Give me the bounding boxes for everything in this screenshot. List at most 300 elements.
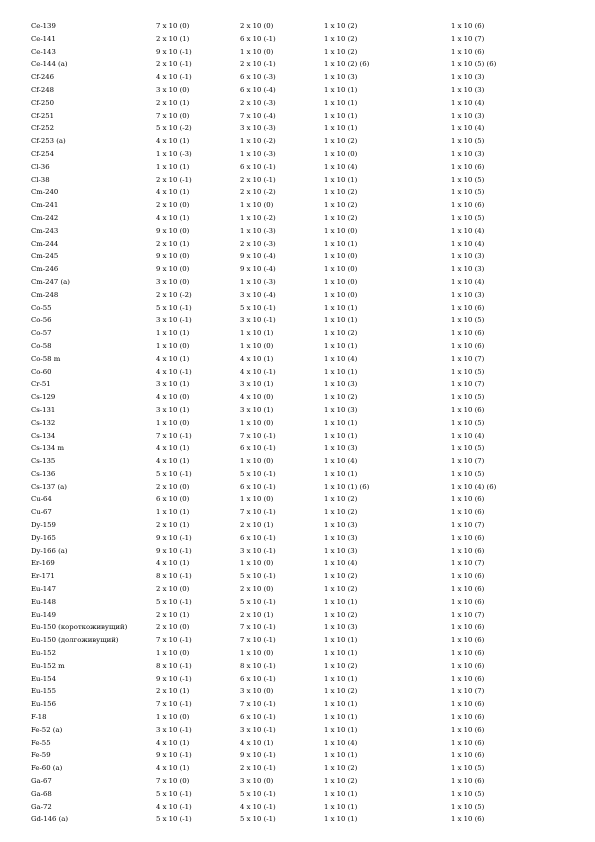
activity-limit-cell: 1 x 10 (6)	[451, 495, 485, 504]
activity-limit-cell: 1 x 10 (7)	[451, 559, 485, 568]
table-row	[31, 238, 511, 251]
a1-value-cell: 8 x 10 (-1)	[156, 661, 192, 670]
nuclide-cell: Ce-143	[31, 47, 56, 56]
table-row	[31, 302, 511, 315]
activity-concentration-cell: 1 x 10 (1)	[324, 124, 358, 133]
a1-value-cell: 4 x 10 (1)	[156, 559, 190, 568]
nuclide-cell: Cm-245	[31, 252, 59, 261]
a1-value-cell: 2 x 10 (1)	[156, 98, 190, 107]
activity-concentration-cell: 1 x 10 (1)	[324, 700, 358, 709]
table-row	[31, 46, 511, 59]
nuclide-cell: Cs-129	[31, 393, 56, 402]
a1-value-cell: 3 x 10 (1)	[156, 380, 190, 389]
a1-value-cell: 2 x 10 (1)	[156, 610, 190, 619]
activity-limit-cell: 1 x 10 (5)	[451, 418, 485, 427]
a1-value-cell: 4 x 10 (1)	[156, 457, 190, 466]
activity-concentration-cell: 1 x 10 (1)	[324, 469, 358, 478]
a1-value-cell: 2 x 10 (0)	[156, 201, 190, 210]
activity-concentration-cell: 1 x 10 (3)	[324, 546, 358, 555]
activity-limit-cell: 1 x 10 (5)	[451, 444, 485, 453]
a2-value-cell: 6 x 10 (-1)	[240, 482, 276, 491]
table-row	[31, 749, 511, 762]
nuclide-cell: Cs-131	[31, 405, 56, 414]
table-row	[31, 801, 511, 814]
table-row	[31, 314, 511, 327]
a2-value-cell: 3 x 10 (-3)	[240, 124, 276, 133]
activity-limit-cell: 1 x 10 (3)	[451, 265, 485, 274]
activity-limit-cell: 1 x 10 (6)	[451, 815, 485, 824]
nuclide-cell: Cs-135	[31, 457, 56, 466]
a1-value-cell: 3 x 10 (-1)	[156, 725, 192, 734]
table-row	[31, 442, 511, 455]
table-row	[31, 647, 511, 660]
activity-limit-cell: 1 x 10 (5) (6)	[451, 60, 497, 69]
table-row	[31, 775, 511, 788]
a2-value-cell: 3 x 10 (-1)	[240, 546, 276, 555]
a1-value-cell: 5 x 10 (-1)	[156, 789, 192, 798]
a1-value-cell: 4 x 10 (-1)	[156, 367, 192, 376]
nuclide-cell: Eu-152	[31, 649, 56, 658]
nuclide-cell: Ga-67	[31, 777, 52, 786]
nuclide-cell: Cs-134 m	[31, 444, 65, 453]
activity-limit-cell: 1 x 10 (5)	[451, 137, 485, 146]
a2-value-cell: 9 x 10 (-4)	[240, 252, 276, 261]
activity-limit-cell: 1 x 10 (5)	[451, 393, 485, 402]
a1-value-cell: 4 x 10 (0)	[156, 393, 190, 402]
nuclide-cell: Cr-51	[31, 380, 51, 389]
table-row	[31, 71, 511, 84]
table-row	[31, 135, 511, 148]
a2-value-cell: 4 x 10 (1)	[240, 354, 274, 363]
a2-value-cell: 4 x 10 (1)	[240, 738, 274, 747]
activity-limit-cell: 1 x 10 (4) (6)	[451, 482, 497, 491]
table-row	[31, 58, 511, 71]
table-row	[31, 596, 511, 609]
table-row	[31, 353, 511, 366]
activity-concentration-cell: 1 x 10 (1)	[324, 649, 358, 658]
activity-limit-cell: 1 x 10 (6)	[451, 623, 485, 632]
a1-value-cell: 2 x 10 (1)	[156, 34, 190, 43]
activity-concentration-cell: 1 x 10 (2)	[324, 777, 358, 786]
activity-limit-cell: 1 x 10 (6)	[451, 329, 485, 338]
a1-value-cell: 3 x 10 (-1)	[156, 316, 192, 325]
activity-limit-cell: 1 x 10 (5)	[451, 316, 485, 325]
activity-limit-cell: 1 x 10 (7)	[451, 521, 485, 530]
table-row	[31, 186, 511, 199]
activity-limit-cell: 1 x 10 (3)	[451, 85, 485, 94]
table-row	[31, 161, 511, 174]
activity-concentration-cell: 1 x 10 (3)	[324, 444, 358, 453]
a1-value-cell: 9 x 10 (-1)	[156, 47, 192, 56]
activity-concentration-cell: 1 x 10 (2)	[324, 764, 358, 773]
table-row	[31, 110, 511, 123]
activity-limit-cell: 1 x 10 (6)	[451, 341, 485, 350]
a1-value-cell: 8 x 10 (-1)	[156, 572, 192, 581]
nuclide-cell: Dy-165	[31, 533, 56, 542]
nuclide-cell: Cm-242	[31, 213, 59, 222]
activity-limit-cell: 1 x 10 (7)	[451, 610, 485, 619]
a1-value-cell: 9 x 10 (-1)	[156, 751, 192, 760]
a2-value-cell: 6 x 10 (-1)	[240, 162, 276, 171]
nuclide-cell: Cs-136	[31, 469, 56, 478]
activity-concentration-cell: 1 x 10 (2)	[324, 22, 358, 30]
activity-concentration-cell: 1 x 10 (1)	[324, 674, 358, 683]
table-row	[31, 711, 511, 724]
activity-limit-cell: 1 x 10 (5)	[451, 802, 485, 811]
a1-value-cell: 2 x 10 (1)	[156, 521, 190, 530]
activity-limit-cell: 1 x 10 (4)	[451, 277, 485, 286]
a2-value-cell: 6 x 10 (-1)	[240, 34, 276, 43]
nuclide-cell: Dy-166 (a)	[31, 546, 68, 555]
table-row	[31, 122, 511, 135]
a1-value-cell: 9 x 10 (-1)	[156, 674, 192, 683]
nuclide-cell: Eu-148	[31, 597, 56, 606]
activity-limit-cell: 1 x 10 (5)	[451, 188, 485, 197]
activity-limit-cell: 1 x 10 (6)	[451, 533, 485, 542]
table-row	[31, 583, 511, 596]
activity-limit-cell: 1 x 10 (6)	[451, 508, 485, 517]
activity-limit-cell: 1 x 10 (7)	[451, 687, 485, 696]
activity-concentration-cell: 1 x 10 (1)	[324, 815, 358, 824]
table-row	[31, 788, 511, 801]
a1-value-cell: 7 x 10 (0)	[156, 22, 190, 30]
a2-value-cell: 3 x 10 (-4)	[240, 290, 276, 299]
activity-concentration-cell: 1 x 10 (1)	[324, 636, 358, 645]
nuclide-cell: Ce-141	[31, 34, 56, 43]
activity-concentration-cell: 1 x 10 (2)	[324, 687, 358, 696]
table-row	[31, 685, 511, 698]
table-row	[31, 212, 511, 225]
table-body	[31, 20, 511, 826]
a2-value-cell: 5 x 10 (-1)	[240, 469, 276, 478]
table-row	[31, 289, 511, 302]
table-row	[31, 276, 511, 289]
table-row	[31, 263, 511, 276]
table-row	[31, 366, 511, 379]
table-row	[31, 97, 511, 110]
activity-concentration-cell: 1 x 10 (2)	[324, 329, 358, 338]
nuclide-cell: Cu-67	[31, 508, 52, 517]
nuclide-cell: Eu-152 m	[31, 661, 65, 670]
table-row	[31, 84, 511, 97]
nuclide-cell: Cu-64	[31, 495, 52, 504]
a1-value-cell: 2 x 10 (0)	[156, 482, 190, 491]
a2-value-cell: 1 x 10 (-2)	[240, 213, 276, 222]
a2-value-cell: 7 x 10 (-1)	[240, 636, 276, 645]
a2-value-cell: 6 x 10 (-1)	[240, 674, 276, 683]
a2-value-cell: 6 x 10 (-3)	[240, 73, 276, 82]
a2-value-cell: 1 x 10 (0)	[240, 457, 274, 466]
a2-value-cell: 8 x 10 (-1)	[240, 661, 276, 670]
a2-value-cell: 3 x 10 (0)	[240, 777, 274, 786]
activity-concentration-cell: 1 x 10 (3)	[324, 405, 358, 414]
a1-value-cell: 1 x 10 (0)	[156, 713, 190, 722]
activity-concentration-cell: 1 x 10 (4)	[324, 162, 358, 171]
activity-concentration-cell: 1 x 10 (2)	[324, 137, 358, 146]
a2-value-cell: 6 x 10 (-1)	[240, 713, 276, 722]
activity-concentration-cell: 1 x 10 (1)	[324, 341, 358, 350]
activity-limit-cell: 1 x 10 (6)	[451, 751, 485, 760]
table-row	[31, 340, 511, 353]
table-row	[31, 698, 511, 711]
table-row	[31, 404, 511, 417]
activity-concentration-cell: 1 x 10 (1)	[324, 418, 358, 427]
a1-value-cell: 4 x 10 (-1)	[156, 802, 192, 811]
nuclide-cell: Cf-252	[31, 124, 55, 133]
nuclide-cell: Er-169	[31, 559, 55, 568]
activity-concentration-cell: 1 x 10 (1)	[324, 85, 358, 94]
activity-concentration-cell: 1 x 10 (1)	[324, 367, 358, 376]
activity-concentration-cell: 1 x 10 (2)	[324, 661, 358, 670]
nuclide-cell: Gd-146 (a)	[31, 815, 69, 824]
nuclide-cell: Fe-60 (a)	[31, 764, 63, 773]
activity-concentration-cell: 1 x 10 (1)	[324, 175, 358, 184]
activity-limit-cell: 1 x 10 (3)	[451, 111, 485, 120]
a2-value-cell: 6 x 10 (-1)	[240, 444, 276, 453]
table-row	[31, 378, 511, 391]
activity-concentration-cell: 1 x 10 (4)	[324, 354, 358, 363]
activity-concentration-cell: 1 x 10 (1)	[324, 597, 358, 606]
a2-value-cell: 2 x 10 (-1)	[240, 175, 276, 184]
activity-limit-cell: 1 x 10 (5)	[451, 175, 485, 184]
a1-value-cell: 4 x 10 (1)	[156, 764, 190, 773]
a1-value-cell: 1 x 10 (0)	[156, 341, 190, 350]
activity-limit-cell: 1 x 10 (6)	[451, 572, 485, 581]
a2-value-cell: 1 x 10 (-2)	[240, 137, 276, 146]
activity-limit-cell: 1 x 10 (6)	[451, 546, 485, 555]
activity-limit-cell: 1 x 10 (3)	[451, 252, 485, 261]
a1-value-cell: 2 x 10 (-2)	[156, 290, 192, 299]
activity-concentration-cell: 1 x 10 (3)	[324, 533, 358, 542]
a1-value-cell: 7 x 10 (-1)	[156, 636, 192, 645]
activity-limit-cell: 1 x 10 (7)	[451, 34, 485, 43]
a1-value-cell: 4 x 10 (1)	[156, 213, 190, 222]
a1-value-cell: 2 x 10 (-1)	[156, 175, 192, 184]
a1-value-cell: 9 x 10 (-1)	[156, 546, 192, 555]
table-row	[31, 174, 511, 187]
a1-value-cell: 5 x 10 (-1)	[156, 597, 192, 606]
nuclide-cell: Cm-243	[31, 226, 59, 235]
a2-value-cell: 2 x 10 (0)	[240, 585, 274, 594]
a2-value-cell: 1 x 10 (0)	[240, 418, 274, 427]
nuclide-cell: F-18	[31, 713, 47, 722]
activity-concentration-cell: 1 x 10 (2)	[324, 47, 358, 56]
a2-value-cell: 4 x 10 (0)	[240, 393, 274, 402]
table-row	[31, 570, 511, 583]
nuclide-cell: Ga-68	[31, 789, 52, 798]
nuclide-cell: Fe-55	[31, 738, 51, 747]
a2-value-cell: 3 x 10 (1)	[240, 405, 274, 414]
nuclide-cell: Cf-250	[31, 98, 55, 107]
nuclide-cell: Ga-72	[31, 802, 52, 811]
activity-limit-cell: 1 x 10 (6)	[451, 725, 485, 734]
a1-value-cell: 2 x 10 (1)	[156, 239, 190, 248]
a2-value-cell: 1 x 10 (0)	[240, 649, 274, 658]
activity-concentration-cell: 1 x 10 (0)	[324, 277, 358, 286]
nuclide-cell: Cs-134	[31, 431, 56, 440]
a1-value-cell: 1 x 10 (1)	[156, 162, 190, 171]
a2-value-cell: 3 x 10 (1)	[240, 380, 274, 389]
nuclide-cell: Co-57	[31, 329, 52, 338]
nuclide-cell: Co-58 m	[31, 354, 61, 363]
table-row	[31, 225, 511, 238]
table-row	[31, 148, 511, 161]
a2-value-cell: 1 x 10 (0)	[240, 559, 274, 568]
nuclide-cell: Cs-132	[31, 418, 56, 427]
a2-value-cell: 7 x 10 (-1)	[240, 700, 276, 709]
a1-value-cell: 1 x 10 (-3)	[156, 149, 192, 158]
a2-value-cell: 1 x 10 (0)	[240, 201, 274, 210]
table-row	[31, 737, 511, 750]
a2-value-cell: 2 x 10 (-3)	[240, 239, 276, 248]
table-row	[31, 545, 511, 558]
a1-value-cell: 1 x 10 (1)	[156, 329, 190, 338]
activity-concentration-cell: 1 x 10 (0)	[324, 265, 358, 274]
nuclide-cell: Cf-253 (a)	[31, 137, 66, 146]
activity-concentration-cell: 1 x 10 (1)	[324, 713, 358, 722]
activity-concentration-cell: 1 x 10 (0)	[324, 252, 358, 261]
a1-value-cell: 4 x 10 (1)	[156, 738, 190, 747]
nuclide-cell: Cl-38	[31, 175, 50, 184]
nuclide-cell: Co-60	[31, 367, 52, 376]
activity-limit-cell: 1 x 10 (6)	[451, 47, 485, 56]
table-row	[31, 250, 511, 263]
nuclide-cell: Er-171	[31, 572, 55, 581]
nuclide-cell: Cm-240	[31, 188, 59, 197]
table-row	[31, 20, 511, 33]
activity-limit-cell: 1 x 10 (3)	[451, 149, 485, 158]
table-row	[31, 621, 511, 634]
a1-value-cell: 1 x 10 (0)	[156, 418, 190, 427]
nuclide-cell: Eu-147	[31, 585, 56, 594]
activity-limit-cell: 1 x 10 (6)	[451, 201, 485, 210]
a2-value-cell: 7 x 10 (-1)	[240, 431, 276, 440]
nuclide-cell: Cf-254	[31, 149, 55, 158]
activity-concentration-cell: 1 x 10 (2)	[324, 201, 358, 210]
a1-value-cell: 9 x 10 (0)	[156, 265, 190, 274]
a1-value-cell: 2 x 10 (0)	[156, 623, 190, 632]
a1-value-cell: 3 x 10 (1)	[156, 405, 190, 414]
nuclide-cell: Dy-159	[31, 521, 56, 530]
a1-value-cell: 5 x 10 (-2)	[156, 124, 192, 133]
nuclide-cell: Eu-154	[31, 674, 56, 683]
activity-concentration-cell: 1 x 10 (4)	[324, 738, 358, 747]
activity-limit-cell: 1 x 10 (5)	[451, 213, 485, 222]
a1-value-cell: 2 x 10 (0)	[156, 585, 190, 594]
nuclide-cell: Cf-246	[31, 73, 55, 82]
nuclide-cell: Eu-156	[31, 700, 56, 709]
activity-limit-cell: 1 x 10 (6)	[451, 700, 485, 709]
a1-value-cell: 4 x 10 (-1)	[156, 73, 192, 82]
nuclide-cell: Eu-150 (короткоживущий)	[31, 623, 128, 632]
activity-limit-cell: 1 x 10 (6)	[451, 585, 485, 594]
nuclide-cell: Cm-241	[31, 201, 59, 210]
activity-limit-cell: 1 x 10 (4)	[451, 226, 485, 235]
a1-value-cell: 3 x 10 (0)	[156, 277, 190, 286]
activity-concentration-cell: 1 x 10 (2)	[324, 188, 358, 197]
a2-value-cell: 2 x 10 (-3)	[240, 98, 276, 107]
a1-value-cell: 7 x 10 (-1)	[156, 700, 192, 709]
activity-concentration-cell: 1 x 10 (1)	[324, 111, 358, 120]
activity-concentration-cell: 1 x 10 (3)	[324, 623, 358, 632]
nuclide-cell: Co-55	[31, 303, 52, 312]
activity-limit-cell: 1 x 10 (6)	[451, 713, 485, 722]
activity-concentration-cell: 1 x 10 (1)	[324, 316, 358, 325]
nuclide-cell: Co-56	[31, 316, 52, 325]
a2-value-cell: 5 x 10 (-1)	[240, 789, 276, 798]
activity-limit-cell: 1 x 10 (6)	[451, 22, 485, 30]
a1-value-cell: 9 x 10 (-1)	[156, 533, 192, 542]
table-row	[31, 660, 511, 673]
a2-value-cell: 2 x 10 (-1)	[240, 60, 276, 69]
activity-concentration-cell: 1 x 10 (4)	[324, 559, 358, 568]
nuclide-cell: Cl-36	[31, 162, 50, 171]
nuclide-cell: Cm-247 (a)	[31, 277, 70, 286]
activity-concentration-cell: 1 x 10 (1) (6)	[324, 482, 370, 491]
a1-value-cell: 6 x 10 (0)	[156, 495, 190, 504]
a2-value-cell: 1 x 10 (1)	[240, 329, 274, 338]
a2-value-cell: 5 x 10 (-1)	[240, 572, 276, 581]
nuclide-cell: Fe-59	[31, 751, 51, 760]
activity-limit-cell: 1 x 10 (4)	[451, 431, 485, 440]
a2-value-cell: 1 x 10 (0)	[240, 47, 274, 56]
a1-value-cell: 2 x 10 (-1)	[156, 60, 192, 69]
activity-limit-cell: 1 x 10 (4)	[451, 98, 485, 107]
a2-value-cell: 6 x 10 (-1)	[240, 533, 276, 542]
nuclide-cell: Cm-244	[31, 239, 59, 248]
activity-concentration-cell: 1 x 10 (2)	[324, 585, 358, 594]
nuclide-cell: Ce-139	[31, 22, 56, 30]
activity-limit-cell: 1 x 10 (5)	[451, 367, 485, 376]
table-row	[31, 673, 511, 686]
table-row	[31, 724, 511, 737]
a1-value-cell: 7 x 10 (-1)	[156, 431, 192, 440]
nuclide-cell: Cm-246	[31, 265, 59, 274]
activity-concentration-cell: 1 x 10 (1)	[324, 802, 358, 811]
a2-value-cell: 2 x 10 (1)	[240, 610, 274, 619]
activity-limit-cell: 1 x 10 (6)	[451, 661, 485, 670]
table-row	[31, 199, 511, 212]
activity-limit-cell: 1 x 10 (5)	[451, 764, 485, 773]
table-row	[31, 634, 511, 647]
a2-value-cell: 1 x 10 (-3)	[240, 149, 276, 158]
a2-value-cell: 4 x 10 (-1)	[240, 802, 276, 811]
table-row	[31, 417, 511, 430]
table-row	[31, 33, 511, 46]
table-row	[31, 468, 511, 481]
a2-value-cell: 3 x 10 (-1)	[240, 316, 276, 325]
nuclide-cell: Eu-149	[31, 610, 56, 619]
a2-value-cell: 9 x 10 (-4)	[240, 265, 276, 274]
activity-limit-cell: 1 x 10 (6)	[451, 636, 485, 645]
activity-concentration-cell: 1 x 10 (1)	[324, 431, 358, 440]
a2-value-cell: 6 x 10 (-4)	[240, 85, 276, 94]
activity-concentration-cell: 1 x 10 (1)	[324, 725, 358, 734]
a1-value-cell: 3 x 10 (0)	[156, 85, 190, 94]
table-row	[31, 391, 511, 404]
activity-concentration-cell: 1 x 10 (2)	[324, 508, 358, 517]
a1-value-cell: 4 x 10 (1)	[156, 188, 190, 197]
activity-concentration-cell: 1 x 10 (2)	[324, 393, 358, 402]
activity-limit-cell: 1 x 10 (3)	[451, 73, 485, 82]
a1-value-cell: 2 x 10 (1)	[156, 687, 190, 696]
activity-limit-cell: 1 x 10 (4)	[451, 239, 485, 248]
activity-concentration-cell: 1 x 10 (2)	[324, 213, 358, 222]
a2-value-cell: 1 x 10 (0)	[240, 495, 274, 504]
activity-concentration-cell: 1 x 10 (2)	[324, 610, 358, 619]
nuclide-cell: Cf-248	[31, 85, 55, 94]
nuclide-cell: Cf-251	[31, 111, 55, 120]
